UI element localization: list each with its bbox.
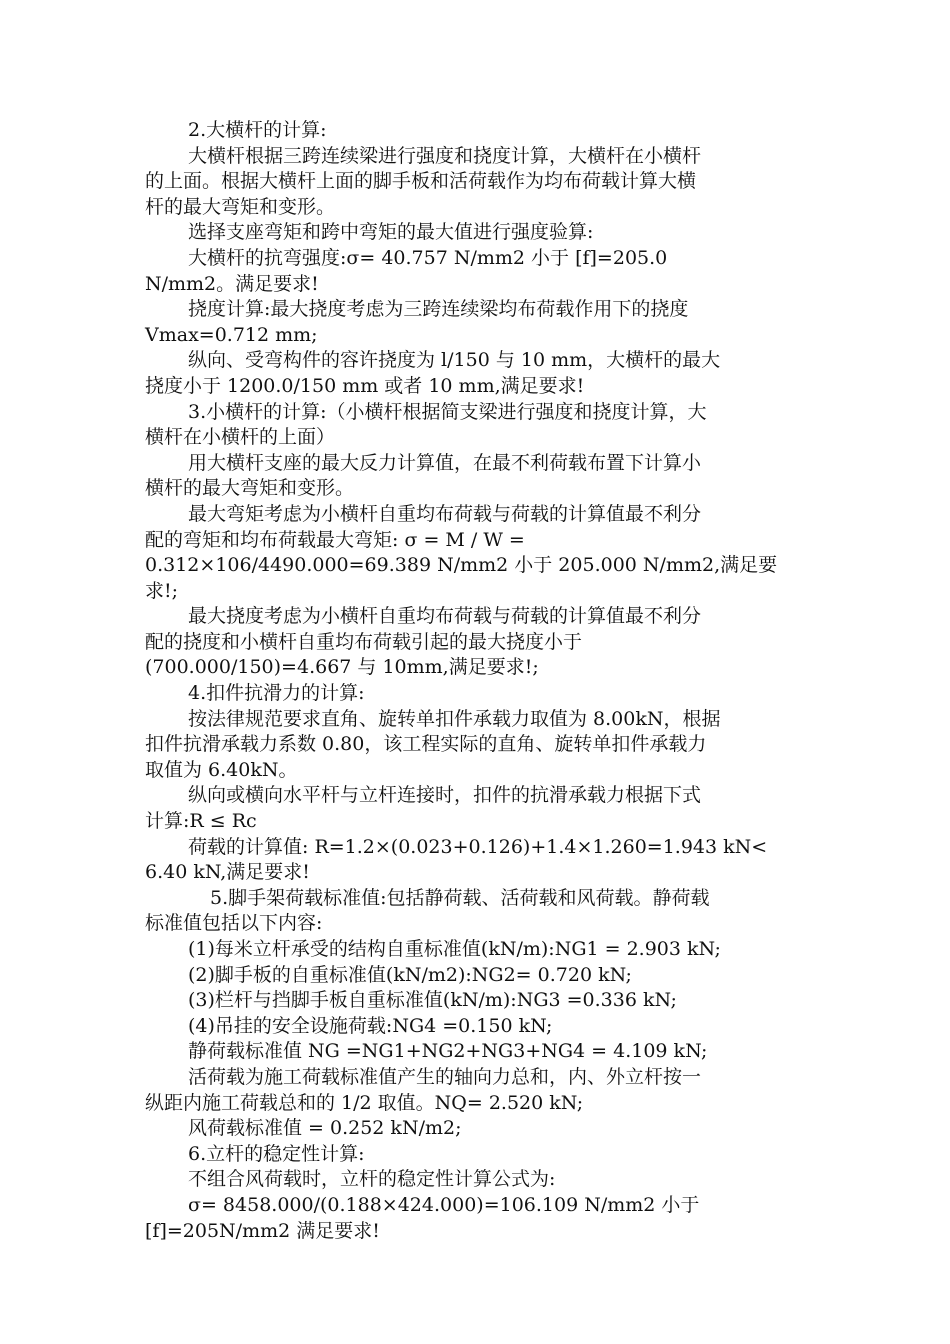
text-line: 2.大横杆的计算:: [188, 119, 327, 141]
text-line: 求!;: [145, 579, 179, 602]
text-line: 杆的最大弯矩和变形。: [145, 195, 336, 218]
text-line: 配的挠度和小横杆自重均布荷载引起的最大挠度小于: [145, 630, 583, 653]
text-line: 最大挠度考虑为小横杆自重均布荷载与荷载的计算值最不利分: [188, 605, 702, 628]
text-line: 大横杆根据三跨连续梁进行强度和挠度计算，大横杆在小横杆: [188, 144, 702, 167]
text-line: 4.扣件抗滑力的计算:: [188, 682, 365, 705]
text-line: Vmax=0.712 mm;: [145, 323, 318, 346]
text-line: N/mm2。满足要求!: [145, 272, 319, 295]
text-line: 横杆的最大弯矩和变形。: [145, 477, 355, 500]
text-line: 3.小横杆的计算:（小横杆根据简支梁进行强度和挠度计算，大: [188, 400, 707, 423]
text-line: 挠度计算:最大挠度考虑为三跨连续梁均布荷载作用下的挠度: [188, 298, 689, 321]
text-line: 0.312×106/4490.000=69.389 N/mm2 小于 205.000 N/mm2,满足要: [145, 554, 778, 577]
document-body: [145, 118, 810, 1244]
text-line: 6.40 kN,满足要求!: [145, 861, 310, 884]
text-line: 计算:R ≤ Rc: [145, 810, 257, 833]
text-line: (1)每米立杆承受的结构自重标准值(kN/m):NG1 = 2.903 kN;: [188, 938, 721, 960]
text-line: (2)脚手板的自重标准值(kN/m2):NG2= 0.720 kN;: [188, 963, 632, 986]
text-line: 活荷载为施工荷载标准值产生的轴向力总和，内、外立杆按一: [188, 1065, 702, 1088]
text-line: 纵向、受弯构件的容许挠度为 l/150 与 10 mm，大横杆的最大: [188, 349, 721, 372]
text-line: 不组合风荷载时，立杆的稳定性计算公式为:: [188, 1168, 556, 1191]
text-line: 6.立杆的稳定性计算:: [188, 1142, 365, 1165]
text-line: (4)吊挂的安全设施荷载:NG4 =0.150 kN;: [188, 1014, 553, 1037]
text-line: 按法律规范要求直角、旋转单扣件承载力取值为 8.00kN，根据: [188, 707, 721, 730]
text-line: 纵距内施工荷载总和的 1/2 取值。NQ= 2.520 kN;: [145, 1091, 584, 1114]
text-line: 静荷载标准值 NG =NG1+NG2+NG3+NG4 = 4.109 kN;: [188, 1040, 708, 1063]
text-line: σ= 8458.000/(0.188×424.000)=106.109 N/mm2 小于: [188, 1193, 700, 1216]
text-line: 标准值包括以下内容:: [145, 912, 323, 935]
text-line: 荷载的计算值: R=1.2×(0.023+0.126)+1.4×1.260=1.943 kN<: [188, 835, 768, 858]
text-line: 5.脚手架荷载标准值:包括静荷载、活荷载和风荷载。静荷载: [210, 886, 710, 909]
text-line: 纵向或横向水平杆与立杆连接时，扣件的抗滑承载力根据下式: [188, 784, 702, 807]
text-line: 风荷载标准值 = 0.252 kN/m2;: [188, 1117, 462, 1140]
text-line: (700.000/150)=4.667 与 10mm,满足要求!;: [145, 656, 539, 679]
text-line: 挠度小于 1200.0/150 mm 或者 10 mm,满足要求!: [145, 374, 585, 397]
text-line: 大横杆的抗弯强度:σ= 40.757 N/mm2 小于 [f]=205.0: [188, 246, 668, 269]
text-line: 最大弯矩考虑为小横杆自重均布荷载与荷载的计算值最不利分: [188, 502, 702, 525]
text-line: (3)栏杆与挡脚手板自重标准值(kN/m):NG3 =0.336 kN;: [188, 989, 677, 1012]
text-line: 用大横杆支座的最大反力计算值，在最不利荷载布置下计算小: [188, 451, 702, 474]
text-line: [f]=205N/mm2 满足要求!: [145, 1219, 380, 1242]
text-line: 选择支座弯矩和跨中弯矩的最大值进行强度验算:: [188, 221, 594, 244]
text-line: 扣件抗滑承载力系数 0.80，该工程实际的直角、旋转单扣件承载力: [145, 733, 707, 756]
text-line: 配的弯矩和均布荷载最大弯矩: σ = M / W =: [145, 528, 525, 551]
text-line: 取值为 6.40kN。: [145, 758, 298, 781]
text-line: 的上面。根据大横杆上面的脚手板和活荷载作为均布荷载计算大横: [145, 170, 697, 193]
text-line: 横杆在小横杆的上面）: [145, 426, 336, 449]
